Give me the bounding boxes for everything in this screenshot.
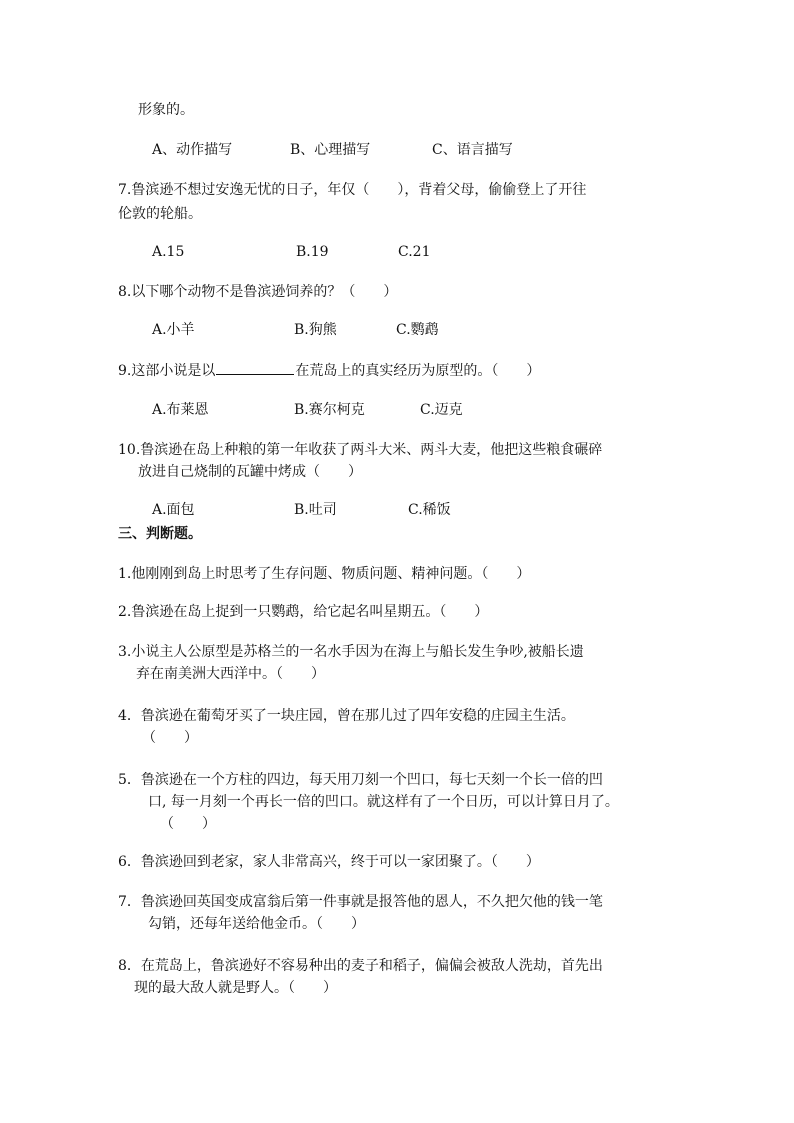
judge-item-5-line3: （ ） bbox=[160, 816, 216, 832]
q7-option-b: B.19 bbox=[296, 244, 329, 260]
judge-item-6: 6．鲁滨逊回到老家，家人非常高兴，终于可以一家团聚了。（ ） bbox=[118, 854, 540, 870]
q10-option-b: B.吐司 bbox=[294, 502, 337, 518]
judge-item-8-line2: 现的最大敌人就是野人。（ ） bbox=[134, 980, 337, 996]
q8-text: 8.以下哪个动物不是鲁滨逊饲养的？（ ） bbox=[118, 284, 398, 300]
judge-item-3-line1: 3.小说主人公原型是苏格兰的一名水手因为在海上与船长发生争吵,被船长遗 bbox=[118, 644, 584, 660]
q8-option-a: A.小羊 bbox=[152, 322, 195, 338]
judge-item-4-line1: 4．鲁滨逊在葡萄牙买了一块庄园，曾在那儿过了四年安稳的庄园主生活。 bbox=[118, 708, 575, 724]
q9-option-a: A.布莱恩 bbox=[152, 402, 209, 418]
judge-item-2: 2.鲁滨逊在岛上捉到一只鹦鹉，给它起名叫星期五。（ ） bbox=[118, 604, 489, 620]
q10-line1: 10.鲁滨逊在岛上种粮的第一年收获了两斗大米、两斗大麦，他把这些粮食碾碎 bbox=[118, 442, 603, 458]
q9-answer-blank bbox=[216, 360, 294, 375]
q6-option-b: B、心理描写 bbox=[290, 142, 371, 158]
q9-before: 9.这部小说是以 bbox=[118, 363, 216, 379]
q7-option-c: C.21 bbox=[398, 244, 431, 260]
q7-line2: 伦敦的轮船。 bbox=[118, 206, 202, 222]
q10-line2: 放进自己烧制的瓦罐中烤成（ ） bbox=[138, 464, 362, 480]
q6-tail: 形象的。 bbox=[138, 102, 194, 118]
q8-option-c: C.鹦鹉 bbox=[396, 322, 439, 338]
q7-option-a: A.15 bbox=[152, 244, 185, 260]
judge-item-3-line2: 弃在南美洲大西洋中。（ ） bbox=[136, 666, 325, 682]
q9-option-b: B.赛尔柯克 bbox=[294, 402, 365, 418]
judge-item-7-line1: 7．鲁滨逊回英国变成富翁后第一件事就是报答他的恩人，不久把欠他的钱一笔 bbox=[118, 894, 603, 910]
q6-option-a: A、动作描写 bbox=[152, 142, 233, 158]
q10-option-c: C.稀饭 bbox=[408, 502, 451, 518]
q9-after: 在荒岛上的真实经历为原型的。（ ） bbox=[295, 363, 541, 379]
judge-item-4-line2: （ ） bbox=[142, 730, 198, 746]
q9-text bbox=[118, 360, 540, 381]
judge-item-5-line1: 5．鲁滨逊在一个方柱的四边，每天用刀刻一个凹口，每七天刻一个长一倍的凹 bbox=[118, 772, 603, 788]
q9-option-c: C.迈克 bbox=[420, 402, 463, 418]
judge-item-8-line1: 8．在荒岛上，鲁滨逊好不容易种出的麦子和稻子，偏偏会被敌人洗劫，首先出 bbox=[118, 958, 603, 974]
q7-line1: 7.鲁滨逊不想过安逸无忧的日子，年仅（ ），背着父母，偷偷登上了开往 bbox=[118, 182, 587, 198]
q6-option-c: C、语言描写 bbox=[432, 142, 513, 158]
judge-item-7-line2: 勾销，还每年送给他金币。（ ） bbox=[148, 916, 365, 932]
q8-option-b: B.狗熊 bbox=[294, 322, 337, 338]
section-heading: 三、判断题。 bbox=[118, 526, 202, 542]
judge-item-5-line2: 口, 每一月刻一个再长一倍的凹口。就这样有了一个日历，可以计算日月了。 bbox=[148, 794, 619, 810]
judge-item-1: 1.他刚刚到岛上时思考了生存问题、物质问题、精神问题。（ ） bbox=[118, 566, 531, 582]
q10-option-a: A.面包 bbox=[152, 502, 195, 518]
